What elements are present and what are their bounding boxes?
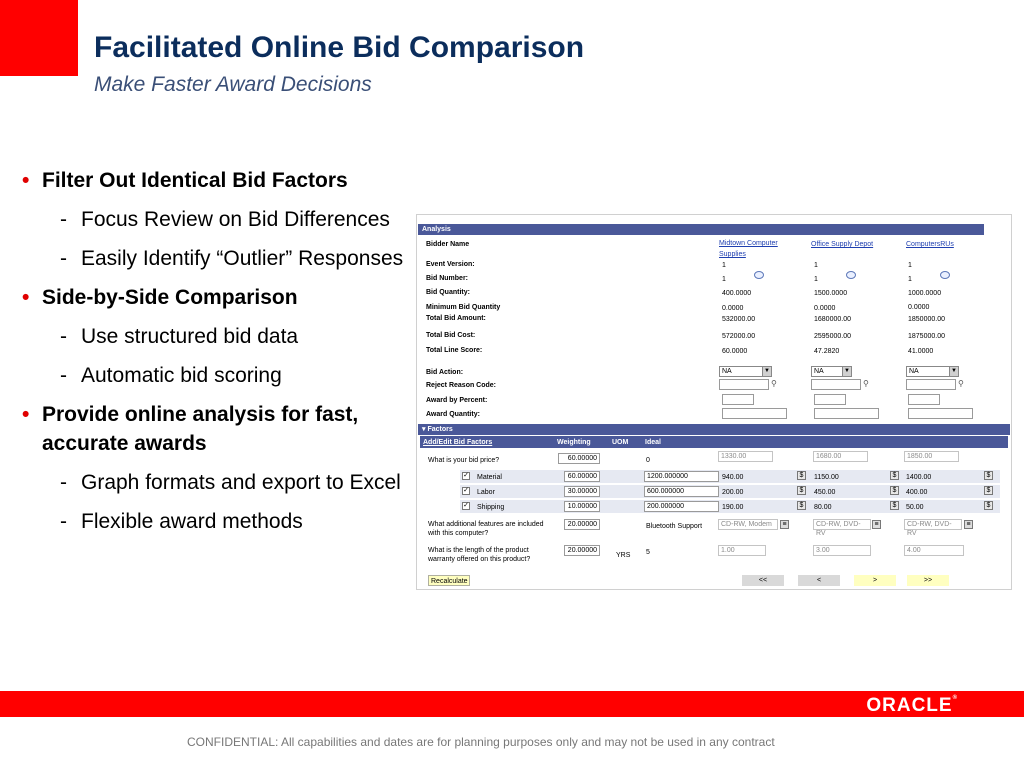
award-percent-input[interactable] — [908, 394, 940, 405]
row-value: 1 — [722, 276, 726, 283]
checkbox-checked-icon[interactable]: ✓ — [463, 487, 469, 494]
bid-value: 940.00 — [722, 474, 744, 481]
dash-icon: - — [60, 510, 67, 533]
weighting-input[interactable]: 60.00000 — [558, 453, 600, 464]
award-percent-input[interactable] — [722, 394, 754, 405]
row-value: 47.2820 — [814, 348, 840, 355]
row-value: 1 — [908, 276, 912, 283]
ideal-value: 5 — [646, 549, 650, 556]
dash-icon: - — [60, 325, 67, 348]
checkbox-checked-icon[interactable]: ✓ — [463, 502, 469, 509]
row-label: Minimum Bid Quantity — [426, 304, 501, 311]
logo-text: ORACLE — [866, 695, 953, 716]
previous-page-button[interactable]: < — [798, 575, 840, 586]
bidder-link-office-depot[interactable]: Office Supply Depot — [811, 241, 874, 248]
row-value: 0.0000 — [814, 305, 836, 312]
row-value: 1 — [908, 262, 912, 269]
sub-bullet — [22, 468, 420, 497]
sub-bullet-text: Focus Review on Bid Differences — [81, 208, 390, 231]
sub-bullet-text: Flexible award methods — [81, 510, 303, 533]
uom-value: YRS — [616, 552, 631, 559]
bullet-side-by-side — [22, 283, 420, 312]
checkbox-checked-icon[interactable]: ✓ — [463, 472, 469, 479]
award-percent-label: Award by Percent: — [426, 397, 488, 404]
bullet-list — [22, 166, 420, 536]
sub-bullet — [22, 507, 420, 536]
features-question: What additional features are included with this computer? — [428, 521, 544, 537]
bid-action-label: Bid Action: — [426, 369, 464, 376]
dropdown-arrow-icon: ▼ — [842, 367, 851, 376]
bid-value: 1330.00 — [718, 451, 773, 462]
reject-reason-label: Reject Reason Code: — [426, 382, 497, 389]
slide-title: Facilitated Online Bid Comparison — [94, 31, 585, 64]
slide-subtitle: Make Faster Award Decisions — [94, 73, 372, 96]
bid-value: CD-RW, Modem — [718, 519, 778, 530]
dropdown-arrow-icon: ▼ — [949, 367, 958, 376]
weighting-input[interactable]: 20.00000 — [564, 519, 600, 530]
bid-value: 3.00 — [813, 545, 871, 556]
sub-bullet — [22, 205, 420, 234]
detail-icon[interactable]: ≡ — [964, 520, 973, 529]
add-edit-bid-factors-link[interactable]: Add/Edit Bid Factors — [423, 439, 493, 446]
factors-header — [420, 436, 1008, 448]
sub-bullet — [22, 244, 420, 273]
registered-mark: ® — [952, 695, 958, 701]
weighting-input[interactable]: 30.00000 — [564, 486, 600, 497]
row-value: 1850000.00 — [908, 316, 945, 323]
lookup-icon[interactable]: ⚲ — [771, 379, 777, 388]
row-value: 400.0000 — [722, 290, 752, 297]
bidder-name-label: Bidder Name — [426, 241, 470, 248]
dollar-icon[interactable]: $ — [890, 471, 899, 480]
dash-icon: - — [60, 364, 67, 387]
dollar-icon[interactable]: $ — [890, 501, 899, 510]
row-value: 532000.00 — [722, 316, 756, 323]
bid-value: CD-RW, DVD-RV — [813, 519, 871, 530]
ideal-input[interactable]: 200.000000 — [644, 501, 719, 512]
dash-icon: - — [60, 208, 67, 231]
lookup-icon[interactable]: ⚲ — [863, 379, 869, 388]
bidder-link-computersrus[interactable]: ComputersRUs — [906, 241, 954, 248]
row-value: 1875000.00 — [908, 333, 945, 340]
row-label: Total Bid Amount: — [426, 315, 486, 322]
brand-red-block — [0, 0, 78, 76]
comment-icon[interactable] — [846, 271, 856, 279]
dollar-icon[interactable]: $ — [984, 501, 993, 510]
factors-section-bar[interactable] — [418, 424, 1010, 435]
bullet-text: Side-by-Side Comparison — [42, 286, 298, 309]
bid-value: 1150.00 — [814, 474, 839, 481]
lookup-icon[interactable]: ⚲ — [958, 379, 964, 388]
bullet-dot-icon: • — [22, 286, 30, 309]
dollar-icon[interactable]: $ — [797, 471, 806, 480]
bid-action-value: NA — [722, 368, 732, 375]
bid-action-select[interactable] — [906, 366, 959, 377]
sub-bullet-text: Easily Identify “Outlier” Responses — [81, 247, 404, 270]
footer-bar — [0, 691, 1024, 717]
comment-icon[interactable] — [754, 271, 764, 279]
bullet-dot-icon: • — [22, 403, 30, 426]
sub-bullet-text: Graph formats and export to Excel — [81, 471, 401, 494]
confidential-notice: CONFIDENTIAL: All capabilities and dates are for planning purposes only and may not be used in any contract — [187, 735, 775, 749]
ideal-value: Bluetooth Support — [646, 523, 703, 530]
recalculate-button[interactable]: Recalculate — [428, 575, 470, 586]
row-value: 572000.00 — [722, 333, 756, 340]
award-quantity-label: Award Quantity: — [426, 411, 480, 418]
row-value: 0.0000 — [722, 305, 744, 312]
weighting-input[interactable]: 60.00000 — [564, 471, 600, 482]
price-question: What is your bid price? — [428, 457, 500, 464]
row-label: Total Line Score: — [426, 347, 483, 354]
row-value: 60.0000 — [722, 348, 748, 355]
dash-icon: - — [60, 471, 67, 494]
bullet-text: Provide online analysis for fast, accurate awards — [42, 403, 359, 455]
weighting-input[interactable]: 20.00000 — [564, 545, 600, 556]
factor-label: Shipping — [477, 504, 505, 511]
dollar-icon[interactable]: $ — [797, 501, 806, 510]
warranty-question: What is the length of the product warranty offered on this product? — [428, 547, 531, 563]
award-quantity-input[interactable] — [814, 408, 879, 419]
sub-bullet-text: Automatic bid scoring — [81, 364, 282, 387]
dollar-icon[interactable]: $ — [984, 471, 993, 480]
dollar-icon[interactable]: $ — [890, 486, 899, 495]
sub-bullet-text: Use structured bid data — [81, 325, 299, 348]
row-label: Event Version: — [426, 261, 475, 268]
row-value: 1 — [722, 262, 726, 269]
factors-title: Factors — [427, 426, 453, 433]
ideal-header: Ideal — [645, 439, 661, 446]
oracle-logo — [866, 695, 958, 717]
bid-value: 1400.00 — [906, 474, 932, 481]
bid-value: 1680.00 — [813, 451, 868, 462]
sub-bullet — [22, 361, 420, 390]
next-page-button[interactable]: > — [854, 575, 896, 586]
row-value: 0.0000 — [908, 304, 930, 311]
bid-value: 1.00 — [718, 545, 766, 556]
bullet-text: Filter Out Identical Bid Factors — [42, 169, 348, 192]
bid-analysis-screenshot — [412, 214, 1024, 590]
ideal-input[interactable]: 600.000000 — [644, 486, 719, 497]
reject-reason-input[interactable] — [811, 379, 861, 390]
dollar-icon[interactable]: $ — [984, 486, 993, 495]
bid-action-value: NA — [909, 368, 919, 375]
comment-icon[interactable] — [940, 271, 950, 279]
award-quantity-input[interactable] — [908, 408, 973, 419]
bidder-link-midtown[interactable]: Midtown Computer Supplies — [719, 240, 778, 258]
row-value: 1680000.00 — [814, 316, 851, 323]
analysis-section-bar: Analysis — [418, 224, 984, 235]
reject-reason-input[interactable] — [719, 379, 769, 390]
dollar-icon[interactable]: $ — [797, 486, 806, 495]
bullet-filter — [22, 166, 420, 195]
row-label: Total Bid Cost: — [426, 332, 476, 339]
dash-icon: - — [60, 247, 67, 270]
award-percent-input[interactable] — [814, 394, 846, 405]
bid-action-value: NA — [814, 368, 824, 375]
last-page-button[interactable]: >> — [907, 575, 949, 586]
bid-value: 200.00 — [722, 489, 744, 496]
bid-value: 450.00 — [814, 489, 836, 496]
uom-header: UOM — [612, 439, 629, 446]
factor-label: Material — [477, 474, 502, 481]
ideal-input[interactable]: 1200.000000 — [644, 471, 719, 482]
bid-value: 400.00 — [906, 489, 928, 496]
weighting-input[interactable]: 10.00000 — [564, 501, 600, 512]
reject-reason-input[interactable] — [906, 379, 956, 390]
bullet-dot-icon: • — [22, 169, 30, 192]
bid-action-select[interactable] — [811, 366, 852, 377]
sub-bullet — [22, 322, 420, 351]
row-value: 1 — [814, 276, 818, 283]
factor-label: Labor — [477, 489, 495, 496]
award-quantity-input[interactable] — [722, 408, 787, 419]
bid-value: 1850.00 — [904, 451, 959, 462]
bid-value: 190.00 — [722, 504, 744, 511]
row-value: 1 — [814, 262, 818, 269]
bid-value: 4.00 — [904, 545, 964, 556]
bid-value: CD-RW, DVD-RV — [904, 519, 962, 530]
bid-value: 50.00 — [906, 504, 924, 511]
row-value: 41.0000 — [908, 348, 934, 355]
ideal-value: 0 — [646, 457, 650, 464]
detail-icon[interactable]: ≡ — [780, 520, 789, 529]
dropdown-arrow-icon: ▼ — [762, 367, 771, 376]
row-value: 1500.0000 — [814, 290, 848, 297]
detail-icon[interactable]: ≡ — [872, 520, 881, 529]
weighting-header: Weighting — [557, 439, 591, 446]
first-page-button[interactable]: << — [742, 575, 784, 586]
bid-action-select[interactable] — [719, 366, 772, 377]
collapse-arrow-icon: ▾ — [422, 426, 428, 433]
row-value: 1000.0000 — [908, 290, 942, 297]
row-value: 2595000.00 — [814, 333, 851, 340]
bid-value: 80.00 — [814, 504, 832, 511]
row-label: Bid Number: — [426, 275, 468, 282]
bullet-online-analysis — [22, 400, 420, 458]
row-label: Bid Quantity: — [426, 289, 470, 296]
